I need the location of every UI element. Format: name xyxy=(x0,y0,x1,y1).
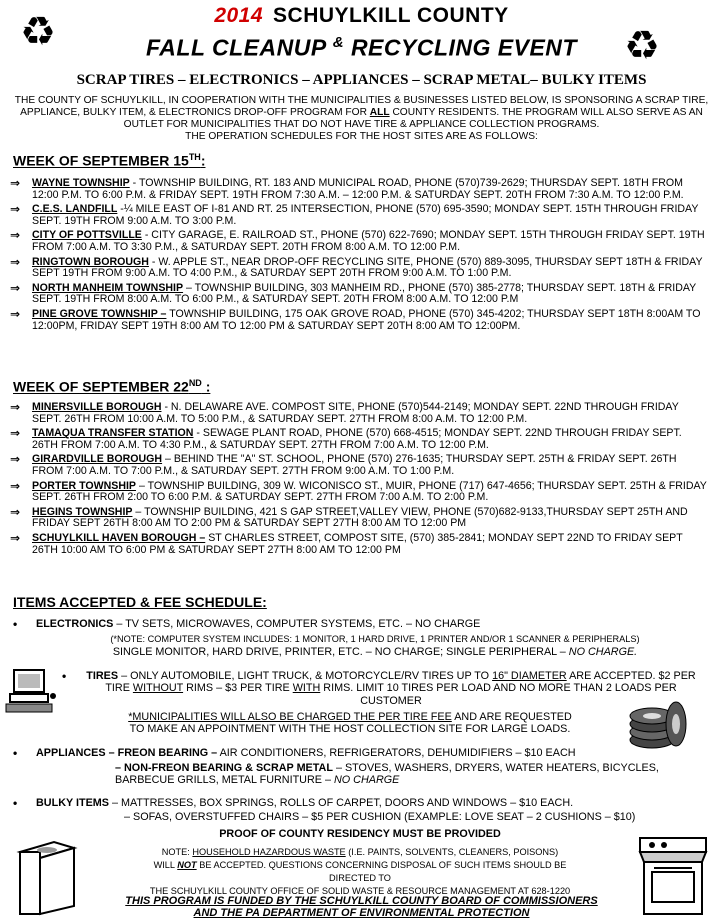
tires-text: ARE ACCEPTED. $2 PER TIRE xyxy=(105,670,696,695)
tires-muni-text: AND ARE REQUESTED TO MAKE AN APPOINTMENT WITH THE HOST COLLECTION SITE FOR LARGE LOADS. xyxy=(129,711,572,736)
recycle-icon: ♻ xyxy=(20,9,56,55)
appliances-label: APPLIANCES xyxy=(36,747,106,759)
electronics-text: – TV SETS, MICROWAVES, COMPUTER SYSTEMS, ETC. – NO CHARGE xyxy=(116,618,481,630)
title-part-b: RECYCLING EVENT xyxy=(350,34,577,61)
bullet: • xyxy=(13,746,18,760)
bullet: • xyxy=(13,796,18,810)
arrow-icon: ⇒ xyxy=(10,530,21,545)
site-entry xyxy=(10,306,710,332)
tires-diameter: 16" DIAMETER xyxy=(492,670,567,682)
bullet: • xyxy=(62,669,67,683)
bullet: • xyxy=(13,617,18,631)
site-details: TOWNSHIP BUILDING, 175 OAK GROVE ROAD, PHONE (570) 345-4202; THURSDAY SEPT 18TH 8:00AM TO 12:00PM, FRIDAY SEPT 19TH 8:00 AM TO 12:00 PM & SATURDAY SEPT 20TH 8:00 AM TO 12:00PM. xyxy=(32,307,701,332)
site-details: – BEHIND THE "A" ST. SCHOOL, PHONE (570) 276-1635; THURSDAY SEPT. 25TH & FRIDAY SEPT. 26TH FROM 7:00 A.M. TO 7:00 P.M., & SATURDAY SEPT. 27TH FROM 9:00 A.M. TO 1:00 P.M. xyxy=(32,453,677,477)
tire-stack-illustration xyxy=(628,694,690,750)
title-line-1 xyxy=(0,4,723,28)
intro-paragraph xyxy=(14,95,709,143)
site-name: SCHUYLKILL HAVEN BOROUGH – xyxy=(32,531,206,544)
electronics-no-charge: NO CHARGE. xyxy=(568,646,638,658)
week-heading-text: WEEK OF SEPTEMBER 15 xyxy=(13,152,189,169)
residency-proof: PROOF OF COUNTY RESIDENCY MUST BE PROVIDED xyxy=(219,828,501,840)
week-heading-end: : xyxy=(200,152,206,169)
items-heading: ITEMS ACCEPTED & FEE SCHEDULE: xyxy=(13,594,267,610)
title-ampersand: & xyxy=(332,34,345,51)
tires-with: WITH xyxy=(292,682,321,695)
site-entry xyxy=(10,428,710,451)
arrow-icon: ⇒ xyxy=(10,504,21,519)
site-details: - W. APPLE ST., NEAR DROP-OFF RECYCLING SITE, PHONE (570) 889-3095, THURSDAY SEPT 18TH & FRIDAY SEPT 19TH FROM 9:00 A.M. TO 4:00 P.M., & SATURDAY SEPT 20TH FROM 9:00 A.M. TO 1:00 P.M. xyxy=(32,255,703,280)
tires-text: RIMS. LIMIT 10 TIRES PER LOAD AND NO MORE THAN 2 LOADS PER CUSTOMER xyxy=(323,682,677,707)
site-entry xyxy=(10,204,710,227)
electronics-single-text: SINGLE MONITOR, HARD DRIVE, PRINTER, ETC. – NO CHARGE; SINGLE PERIPHERAL – xyxy=(112,646,566,658)
intro-text: THE COUNTY OF SCHUYLKILL, IN COOPERATION WITH THE MUNICIPALITIES & BUSINESSES LISTED BELOW, IS SPONSORING A SCRAP TIRE, APPLIANCE, BULKY ITEM, & ELECTRONICS DROP-OFF PROGRAM FOR xyxy=(14,95,709,118)
bulky-sofas: – SOFAS, OVERSTUFFED CHAIRS – $5 PER CUSHION (EXAMPLE: LOVE SEAT – 2 CUSHIONS – $10) xyxy=(124,811,636,823)
footer-line-2: AND THE PA DEPARTMENT OF ENVIRONMENTAL PROTECTION xyxy=(193,907,530,919)
electronics-label: ELECTRONICS xyxy=(36,618,114,630)
intro-text: COUNTY RESIDENTS. THE PROGRAM WILL ALSO SERVE AS AN OUTLET FOR MUNICIPALITIES THAT DO NOT HAVE TIRE & APPLIANCE COLLECTION PROGRAMS. xyxy=(123,107,703,130)
site-entry xyxy=(10,454,710,477)
site-details: -¼ MILE EAST OF I-81 AND RT. 25 INTERSECTION, PHONE (570) 695-3590; MONDAY SEPT. 15TH THROUGH FRIDAY SEPT. 19TH FROM 9:00 A.M. TO 3:00 P.M. xyxy=(32,203,699,227)
tires-text: – ONLY AUTOMOBILE, LIGHT TRUCK, & MOTORCYCLE/RV TIRES UP TO xyxy=(121,670,490,682)
appliances-freon: – FREON BEARING – xyxy=(108,747,218,759)
site-details: - TOWNSHIP BUILDING, RT. 183 AND MUNICIPAL ROAD, PHONE (570)739-2629; THURSDAY SEPT. 18TH FROM 12:00 P.M. TO 6:00 P.M. & FRIDAY SEPT. 19TH FROM 7:30 A.M. – 12:00 P.M. & SATURDAY SEPT. 20TH FROM 7:30 A.M. TO 12:00 P.M. xyxy=(32,177,684,201)
week-heading-sup: ND xyxy=(188,378,202,388)
appliances-non-freon-label: – NON-FREON BEARING & SCRAP METAL xyxy=(115,762,333,774)
site-entry xyxy=(10,530,710,556)
arrow-icon: ⇒ xyxy=(10,176,21,190)
arrow-icon: ⇒ xyxy=(10,202,21,217)
arrow-icon: ⇒ xyxy=(10,306,21,321)
site-name: PINE GROVE TOWNSHIP – xyxy=(32,307,167,320)
arrow-icon: ⇒ xyxy=(10,452,21,467)
county-name: SCHUYLKILL COUNTY xyxy=(273,4,509,27)
title-line-2 xyxy=(0,34,723,62)
site-details: - N. DELAWARE AVE. COMPOST SITE, PHONE (570)544-2149; MONDAY SEPT. 22ND THROUGH FRIDAY SEPT. 26TH FROM 10:00 A.M. TO 5:00 P.M., & SATURDAY SEPT. 27TH FROM 8:00 A.M. TO 12:00 P.M. xyxy=(32,401,679,425)
tires-without: WITHOUT xyxy=(132,682,184,695)
site-name: HEGINS TOWNSHIP xyxy=(32,505,133,518)
note-text: BE ACCEPTED. QUESTIONS CONCERNING DISPOSAL OF SUCH ITEMS SHOULD BE DIRECTED TO xyxy=(199,860,567,883)
site-name: RINGTOWN BOROUGH xyxy=(32,255,149,268)
site-entry xyxy=(10,478,710,504)
computer-illustration xyxy=(4,666,58,716)
footer-line-1: THIS PROGRAM IS FUNDED BY THE SCHUYLKILL COUNTY BOARD OF COMMISSIONERS xyxy=(125,895,598,907)
site-name: CITY OF POTTSVILLE xyxy=(32,229,142,242)
site-name: PORTER TOWNSHIP xyxy=(32,479,136,492)
site-name: C.E.S. LANDFILL xyxy=(32,203,118,216)
week-heading-end: : xyxy=(201,378,211,395)
tires-muni-underlined: *MUNICIPALITIES WILL ALSO BE CHARGED THE PER TIRE FEE xyxy=(128,711,452,723)
week-1-sites xyxy=(10,178,710,335)
tires-item xyxy=(78,670,704,707)
site-details: - CITY GARAGE, E. RAILROAD ST., PHONE (570) 622-7690; MONDAY SEPT. 15TH THROUGH FRIDAY SEPT. 19TH FROM 7:00 A.M. TO 3:30 P.M., & SATURDAY SEPT. 20TH FROM 8:00 A.M. TO 12:00 P.M. xyxy=(32,229,705,253)
arrow-icon: ⇒ xyxy=(10,280,21,295)
arrow-icon: ⇒ xyxy=(10,228,21,243)
bulky-item xyxy=(36,797,716,809)
intro-text: THE OPERATION SCHEDULES FOR THE HOST SITES ARE AS FOLLOWS: xyxy=(185,131,538,142)
arrow-icon: ⇒ xyxy=(10,426,21,441)
site-details: – TOWNSHIP BUILDING, 309 W. WICONISCO ST., MUIR, PHONE (717) 647-4656; THURSDAY SEPT. 25TH & FRIDAY SEPT. 26TH FROM 2:00 TO 6:00 P.M. & SATURDAY SEPT. 27TH FROM 7:00 A.M. TO 2:00 P.M. xyxy=(32,479,707,504)
tires-municipality-note xyxy=(120,711,580,736)
site-entry xyxy=(10,230,710,253)
week-heading-sup: TH xyxy=(188,152,201,162)
title-part-a: FALL CLEANUP xyxy=(146,34,326,61)
week-2-sites xyxy=(10,402,710,559)
week-2-heading xyxy=(13,378,210,395)
site-name: TAMAQUA TRANSFER STATION xyxy=(32,427,194,440)
arrow-icon: ⇒ xyxy=(10,478,21,493)
week-1-heading xyxy=(13,152,205,169)
site-details: – TOWNSHIP BUILDING, 421 S GAP STREET,VALLEY VIEW, PHONE (570)682-9133,THURSDAY SEPT 25TH AND FRIDAY SEPT 26TH 8:00 AM TO 2:00 PM & SATURDAY SEPT 27TH 8:00 AM TO 12:00 PM xyxy=(32,505,688,530)
appliances-freon-text: AIR CONDITIONERS, REFRIGERATORS, DEHUMIDIFIERS – $10 EACH xyxy=(219,747,576,759)
site-name: GIRARDVILLE BOROUGH xyxy=(32,453,163,466)
subtitle: SCRAP TIRES – ELECTRONICS – APPLIANCES – SCRAP METAL– BULKY ITEMS xyxy=(76,72,647,88)
note-will: WILL xyxy=(153,860,175,870)
site-name: WAYNE TOWNSHIP xyxy=(32,177,130,189)
site-entry xyxy=(10,178,710,201)
appliances-item xyxy=(36,747,636,759)
intro-all: ALL xyxy=(369,107,390,118)
arrow-icon: ⇒ xyxy=(10,400,21,414)
site-details: ST CHARLES STREET, COMPOST SITE, (570) 385-2841; MONDAY SEPT 22ND TO FRIDAY SEPT 26TH 10:00 AM TO 6:00 PM & SATURDAY SEPT 27TH 8:00 AM TO 12:00 PM xyxy=(32,531,683,556)
arrow-icon: ⇒ xyxy=(10,254,21,269)
appliances-non-freon-text: – STOVES, WASHERS, DRYERS, WATER HEATERS, BICYCLES, BARBECUE GRILLS, METAL FURNITURE – xyxy=(115,762,659,787)
appliances-no-charge: NO CHARGE xyxy=(333,774,400,787)
site-name: MINERSVILLE BOROUGH xyxy=(32,401,162,413)
tires-label: TIRES xyxy=(86,670,119,682)
note-hhw: HOUSEHOLD HAZARDOUS WASTE xyxy=(192,847,346,857)
bulky-label: BULKY ITEMS xyxy=(36,797,109,809)
note-not: NOT xyxy=(177,860,197,870)
appliances-non-freon xyxy=(115,762,710,787)
note-lead: NOTE: xyxy=(161,847,190,857)
site-details: - SEWAGE PLANT ROAD, PHONE (570) 668-4515; MONDAY SEPT. 22ND THROUGH FRIDAY SEPT. 26TH FROM 7:00 A.M. TO 4:30 P.M., & SATURDAY SEPT. 27TH FROM 7:00 A.M. TO 12:00 P.M. xyxy=(32,427,682,451)
site-entry xyxy=(10,504,710,530)
site-name: NORTH MANHEIM TOWNSHIP xyxy=(32,281,184,294)
note-text: (I.E. PAINTS, SOLVENTS, CLEANERS, POISONS) xyxy=(348,847,559,857)
site-entry xyxy=(10,254,710,280)
tires-text: RIMS – $3 PER TIRE xyxy=(186,682,290,695)
electronics-single xyxy=(90,646,660,658)
electronics-note: (*NOTE: COMPUTER SYSTEM INCLUDES: 1 MONITOR, 1 HARD DRIVE, 1 PRINTER AND/OR 1 SCANNER & PERIPHERALS) xyxy=(110,634,640,644)
recycle-icon: ♻ xyxy=(624,23,660,69)
year: 2014 xyxy=(214,4,264,27)
site-entry xyxy=(10,402,710,425)
site-details: – TOWNSHIP BUILDING, 303 MANHEIM RD., PHONE (570) 385-2778; THURSDAY SEPT. 18TH & FRIDAY SEPT. 19TH FROM 8:00 A.M. TO 6:00 P.M., & SATURDAY SEPT. 20TH FROM 8:00 A.M. TO 12:00 P.M xyxy=(32,281,697,306)
electronics-item xyxy=(36,618,696,630)
hazardous-waste-note xyxy=(130,846,590,898)
site-entry xyxy=(10,280,710,306)
week-heading-text: WEEK OF SEPTEMBER 22 xyxy=(13,378,189,395)
bulky-text: – MATTRESSES, BOX SPRINGS, ROLLS OF CARPET, DOORS AND WINDOWS – $10 EACH. xyxy=(111,797,574,809)
note-text: THE SCHUYLKILL COUNTY OFFICE OF SOLID WASTE & RESOURCE MANAGEMENT AT 628-1220 xyxy=(149,886,571,896)
